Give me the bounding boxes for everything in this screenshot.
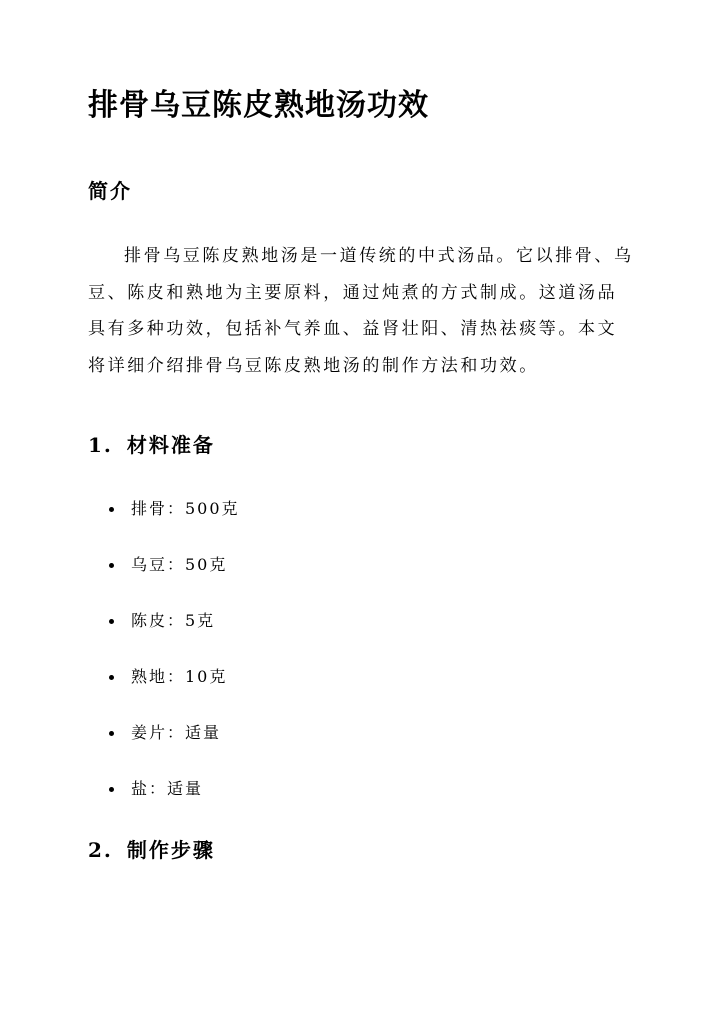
list-item: [88, 770, 240, 826]
intro-paragraph: 排骨乌豆陈皮熟地汤是一道传统的中式汤品。它以排骨、乌豆、陈皮和熟地为主要原料，通过炖煮的方式制成。这道汤品具有多种功效，包括补气养血、益肾壮阳、清热祛痰等。本文将详细介绍排骨乌豆陈皮熟地汤的制作方法和功效。: [88, 246, 634, 376]
list-item: [88, 546, 240, 602]
bullet-icon: [109, 731, 114, 736]
document-title: 排骨乌豆陈皮熟地汤功效: [88, 88, 429, 123]
materials-list: [88, 490, 240, 826]
list-item: [88, 490, 240, 546]
list-item-text: 盐：适量: [131, 779, 204, 798]
section-title: 材料准备: [126, 433, 215, 457]
bullet-icon: [109, 507, 114, 512]
section-number: 2.: [88, 838, 113, 862]
list-item-text: 陈皮：5克: [131, 611, 216, 630]
bullet-icon: [109, 675, 114, 680]
list-item: [88, 602, 240, 658]
bullet-icon: [109, 619, 114, 624]
bullet-icon: [109, 563, 114, 568]
section-heading-steps: [88, 835, 215, 865]
section-heading-intro: 简介: [88, 179, 132, 203]
list-item: [88, 658, 240, 714]
list-item: [88, 714, 240, 770]
list-item-text: 姜片：适量: [131, 723, 222, 742]
section-heading-materials: [88, 430, 215, 460]
section-title: 制作步骤: [126, 838, 215, 862]
section-number: 1.: [88, 433, 113, 457]
list-item-text: 排骨：500克: [131, 499, 240, 518]
list-item-text: 乌豆：50克: [131, 555, 228, 574]
bullet-icon: [109, 787, 114, 792]
list-item-text: 熟地：10克: [131, 667, 228, 686]
